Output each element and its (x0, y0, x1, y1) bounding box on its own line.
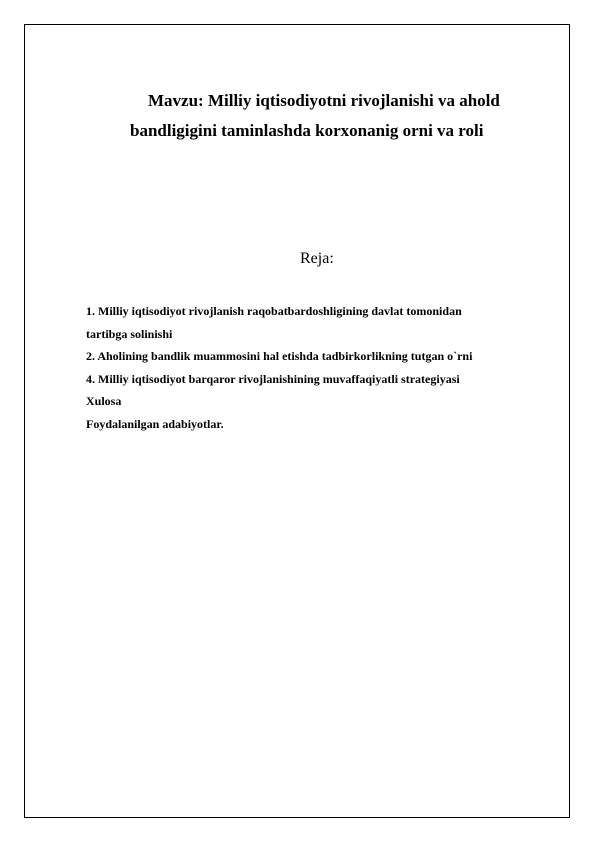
plan-item-1-continued: tartibga solinishi (86, 326, 173, 341)
plan-heading: Reja: (300, 250, 334, 267)
plan-item-references: Foydalanilgan adabiyotlar. (86, 416, 224, 431)
plan-item-1: 1. Milliy iqtisodiyot rivojlanish raqobatbardoshligining davlat tomonidan (86, 304, 462, 318)
plan-item-4: 4. Milliy iqtisodiyot barqaror rivojlanishining muvaffaqiyatli strategiyasi (86, 371, 460, 386)
document-title (0, 86, 596, 146)
plan-list (86, 300, 556, 435)
title-line-2: bandligigini taminlashda korxonanig orni va roli (130, 121, 484, 140)
title-line-1: Mavzu: Milliy iqtisodiyotni rivojlanishi va ahold (148, 91, 500, 110)
plan-item-2: 2. Aholining bandlik muammosini hal etishda tadbirkorlikning tutgan o`rni (86, 349, 473, 363)
plan-item-conclusion: Xulosa (86, 394, 122, 408)
